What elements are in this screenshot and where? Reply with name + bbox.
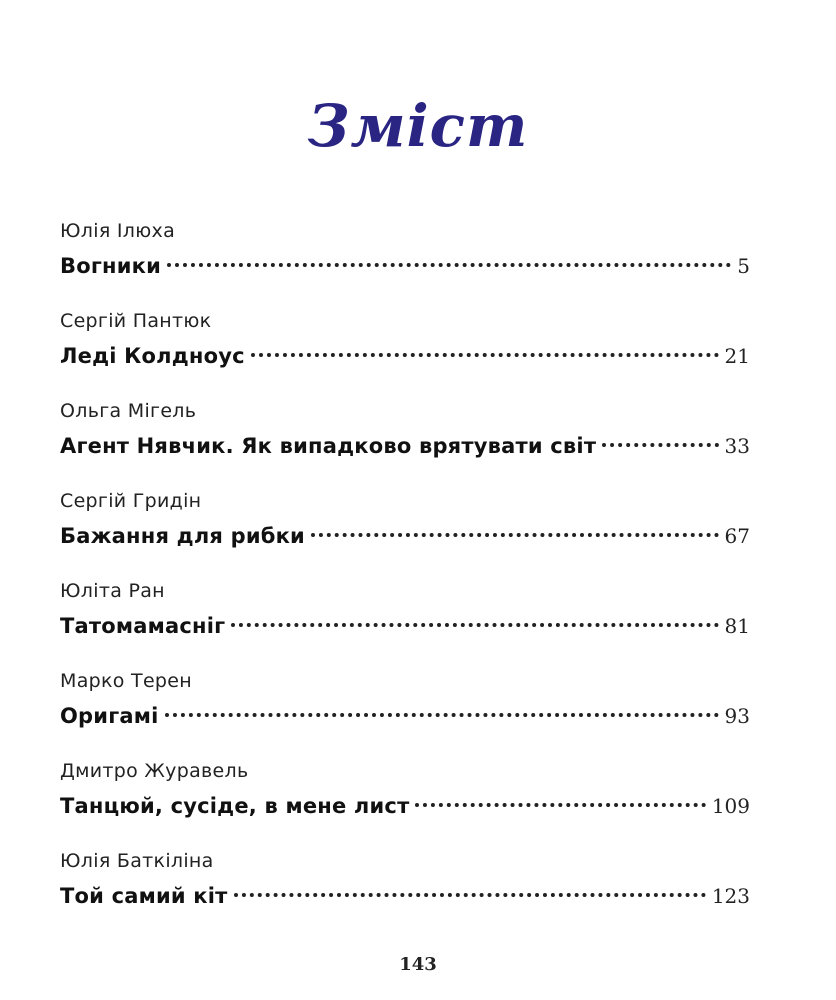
toc-story-title[interactable]: Вогники [60,254,161,278]
dot-leader [311,533,719,537]
dot-leader [165,713,719,717]
toc-author: Юлія Ілюха [60,220,176,242]
toc-author: Ольга Мігель [60,400,197,422]
toc-story-title[interactable]: Леді Колдноус [60,344,245,368]
toc-page-number: 123 [711,884,750,908]
toc-page-number: 5 [737,254,750,278]
toc-author: Юлія Баткіліна [60,850,214,872]
toc-entry [60,304,750,394]
toc-entry [60,844,750,934]
toc-row[interactable] [60,698,750,734]
toc-entry [60,574,750,664]
toc-list [60,214,750,934]
dot-leader [234,893,706,897]
toc-entry [60,394,750,484]
page-title: Зміст [307,92,529,160]
toc-entry [60,214,750,304]
toc-page-number: 93 [724,704,750,728]
toc-author: Дмитро Журавель [60,760,249,782]
toc-story-title[interactable]: Татомамасніг [60,614,226,638]
toc-row[interactable] [60,338,750,374]
toc-author: Марко Терен [60,670,193,692]
toc-row[interactable] [60,518,750,554]
toc-entry [60,664,750,754]
toc-story-title[interactable]: Оригамі [60,704,159,728]
dot-leader [251,353,719,357]
toc-page-number: 81 [724,614,750,638]
toc-row[interactable] [60,608,750,644]
toc-entry [60,754,750,844]
toc-page-number: 33 [724,434,750,458]
dot-leader [602,443,718,447]
dot-leader [231,623,718,627]
toc-page-number: 109 [711,794,750,818]
dot-leader [167,263,731,267]
toc-row[interactable] [60,878,750,914]
toc-entry [60,484,750,574]
toc-author: Сергій Гридін [60,490,202,512]
toc-row[interactable] [60,428,750,464]
toc-row[interactable] [60,788,750,824]
toc-author: Сергій Пантюк [60,310,212,332]
toc-story-title[interactable]: Агент Нявчик. Як випадково врятувати світ [60,434,597,458]
dot-leader [415,803,705,807]
toc-author: Юліта Ран [60,580,165,602]
toc-story-title[interactable]: Танцюй, сусіде, в мене лист [60,794,410,818]
page-number-footer: 143 [399,954,437,975]
toc-page-number: 67 [724,524,750,548]
toc-page-number: 21 [724,344,750,368]
toc-row[interactable] [60,248,750,284]
toc-story-title[interactable]: Той самий кіт [60,884,228,908]
toc-story-title[interactable]: Бажання для рибки [60,524,305,548]
